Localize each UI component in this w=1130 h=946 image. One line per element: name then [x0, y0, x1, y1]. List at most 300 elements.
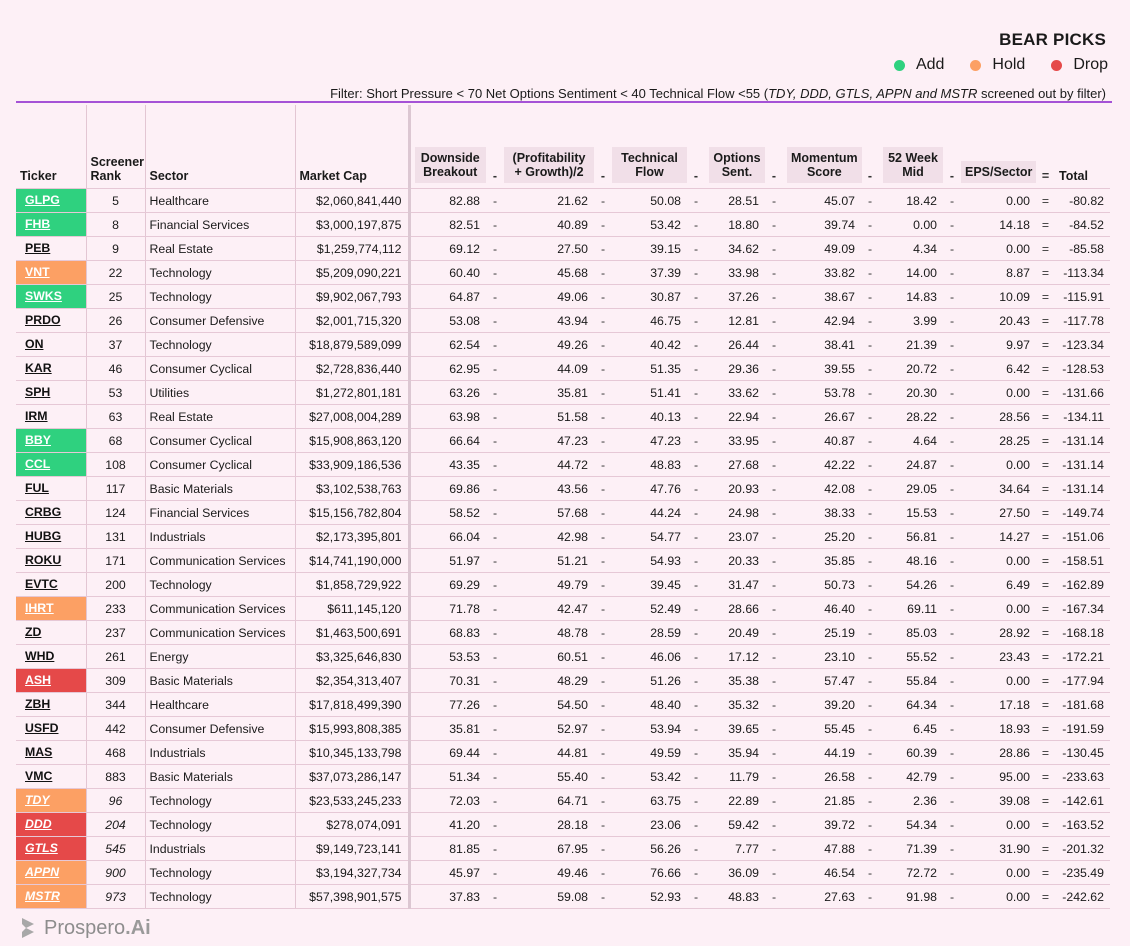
- table-row[interactable]: [16, 741, 1110, 765]
- metric-options: 39.65: [705, 717, 765, 741]
- op-minus: -: [765, 669, 783, 693]
- op-minus: -: [943, 285, 961, 309]
- col-header-profitability[interactable]: [504, 105, 594, 189]
- op-minus: -: [861, 693, 879, 717]
- table-row[interactable]: [16, 333, 1110, 357]
- op-minus: -: [861, 861, 879, 885]
- op-minus: -: [687, 717, 705, 741]
- col-header-momentum-label: Momentum Score: [787, 147, 862, 183]
- ticker-cell[interactable]: [16, 189, 86, 213]
- table-row[interactable]: [16, 429, 1110, 453]
- sector: Healthcare: [145, 693, 295, 717]
- ticker-cell[interactable]: [16, 645, 86, 669]
- ticker-cell[interactable]: [16, 501, 86, 525]
- metric-eps: 0.00: [961, 669, 1036, 693]
- metric-tech: 54.77: [612, 525, 687, 549]
- op-minus: -: [687, 105, 705, 189]
- op-minus: -: [594, 309, 612, 333]
- screener-rank: 68: [86, 429, 145, 453]
- metric-eps: 28.92: [961, 621, 1036, 645]
- metric-options: 20.49: [705, 621, 765, 645]
- total-score: -163.52: [1055, 813, 1110, 837]
- legend-item-add: [894, 56, 944, 74]
- ticker-link[interactable]: ROKU: [25, 553, 62, 567]
- ticker-link[interactable]: CRBG: [25, 505, 62, 519]
- metric-options: 48.83: [705, 885, 765, 909]
- ticker-link[interactable]: KAR: [25, 361, 52, 375]
- ticker-cell[interactable]: [16, 813, 86, 837]
- op-minus: -: [765, 837, 783, 861]
- op-equals: =: [1036, 597, 1055, 621]
- op-minus: -: [594, 837, 612, 861]
- metric-downside: 69.44: [409, 741, 486, 765]
- sector: Technology: [145, 789, 295, 813]
- op-minus: -: [765, 501, 783, 525]
- metric-eps: 23.43: [961, 645, 1036, 669]
- op-minus: -: [486, 333, 504, 357]
- metric-eps: 10.09: [961, 285, 1036, 309]
- metric-options: 23.07: [705, 525, 765, 549]
- metric-profit: 44.81: [504, 741, 594, 765]
- ticker-link[interactable]: FHB: [16, 213, 86, 236]
- metric-downside: 53.08: [409, 309, 486, 333]
- metric-momentum: 53.78: [783, 381, 861, 405]
- op-equals: =: [1036, 717, 1055, 741]
- ticker-link[interactable]: SPH: [25, 385, 51, 399]
- col-header-eps-label: EPS/Sector: [961, 161, 1036, 183]
- op-minus: -: [943, 189, 961, 213]
- metric-downside: 53.53: [409, 645, 486, 669]
- col-header-downside-label: Downside Breakout: [415, 147, 487, 183]
- metric-week52: 56.81: [879, 525, 943, 549]
- filter-suffix: screened out by filter): [977, 86, 1106, 101]
- op-minus: -: [594, 405, 612, 429]
- metric-profit: 28.18: [504, 813, 594, 837]
- ticker-link[interactable]: ZD: [25, 625, 42, 639]
- op-minus: -: [943, 837, 961, 861]
- filter-prefix: Filter: Short Pressure < 70 Net Options Sentiment < 40 Technical Flow <55 (: [330, 86, 769, 101]
- table-row[interactable]: [16, 837, 1110, 861]
- table-row[interactable]: [16, 549, 1110, 573]
- metric-eps: 95.00: [961, 765, 1036, 789]
- ticker-cell[interactable]: [16, 429, 86, 453]
- metric-downside: 63.98: [409, 405, 486, 429]
- op-minus: -: [486, 573, 504, 597]
- metric-eps: 6.49: [961, 573, 1036, 597]
- op-minus: -: [765, 885, 783, 909]
- metric-week52: 6.45: [879, 717, 943, 741]
- op-minus: -: [765, 597, 783, 621]
- ticker-cell[interactable]: [16, 573, 86, 597]
- op-minus: -: [943, 105, 961, 189]
- market-cap: $611,145,120: [295, 597, 409, 621]
- table-row[interactable]: [16, 477, 1110, 501]
- op-minus: -: [594, 645, 612, 669]
- metric-profit: 44.09: [504, 357, 594, 381]
- op-minus: -: [687, 621, 705, 645]
- market-cap: $57,398,901,575: [295, 885, 409, 909]
- ticker-link[interactable]: PRDO: [25, 313, 61, 327]
- metric-options: 20.33: [705, 549, 765, 573]
- ticker-cell[interactable]: [16, 885, 86, 909]
- metric-week52: 71.39: [879, 837, 943, 861]
- op-minus: -: [861, 309, 879, 333]
- ticker-link[interactable]: ON: [25, 337, 44, 351]
- screener-rank: 200: [86, 573, 145, 597]
- table-row[interactable]: [16, 381, 1110, 405]
- total-score: -131.14: [1055, 477, 1110, 501]
- op-minus: -: [943, 645, 961, 669]
- op-minus: -: [765, 765, 783, 789]
- market-cap: $23,533,245,233: [295, 789, 409, 813]
- metric-tech: 51.26: [612, 669, 687, 693]
- col-header-technical-flow[interactable]: [612, 105, 687, 189]
- table-row[interactable]: [16, 813, 1110, 837]
- col-header-options[interactable]: [705, 105, 765, 189]
- sector: Healthcare: [145, 189, 295, 213]
- market-cap: $9,149,723,141: [295, 837, 409, 861]
- col-header-rank[interactable]: Screener Rank: [86, 105, 145, 189]
- ticker-cell[interactable]: [16, 717, 86, 741]
- op-minus: -: [861, 381, 879, 405]
- metric-downside: 70.31: [409, 669, 486, 693]
- metric-week52: 4.34: [879, 237, 943, 261]
- ticker-cell[interactable]: [16, 405, 86, 429]
- prospero-logo-icon: [20, 916, 38, 940]
- metric-tech: 39.45: [612, 573, 687, 597]
- ticker-link[interactable]: VNT: [16, 261, 86, 284]
- col-header-total[interactable]: Total: [1055, 105, 1110, 189]
- ticker-cell[interactable]: [16, 837, 86, 861]
- metric-momentum: 46.40: [783, 597, 861, 621]
- metric-eps: 0.00: [961, 813, 1036, 837]
- op-minus: -: [687, 741, 705, 765]
- op-minus: -: [594, 597, 612, 621]
- ticker-cell[interactable]: [16, 669, 86, 693]
- table-row[interactable]: [16, 645, 1110, 669]
- table-row[interactable]: [16, 189, 1110, 213]
- metric-momentum: 50.73: [783, 573, 861, 597]
- metric-options: 26.44: [705, 333, 765, 357]
- metric-profit: 42.47: [504, 597, 594, 621]
- ticker-cell[interactable]: [16, 357, 86, 381]
- metric-options: 18.80: [705, 213, 765, 237]
- metric-options: 37.26: [705, 285, 765, 309]
- table-row[interactable]: [16, 309, 1110, 333]
- op-minus: -: [594, 213, 612, 237]
- metric-tech: 48.83: [612, 453, 687, 477]
- total-score: -162.89: [1055, 573, 1110, 597]
- op-minus: -: [486, 525, 504, 549]
- ticker-cell[interactable]: [16, 621, 86, 645]
- table-row[interactable]: [16, 357, 1110, 381]
- op-minus: -: [687, 837, 705, 861]
- op-minus: -: [943, 357, 961, 381]
- op-minus: -: [486, 381, 504, 405]
- ticker-cell[interactable]: [16, 693, 86, 717]
- ticker-link[interactable]: ASH: [16, 669, 86, 692]
- total-score: -158.51: [1055, 549, 1110, 573]
- hold-dot-icon: [970, 60, 981, 71]
- metric-momentum: 25.20: [783, 525, 861, 549]
- screener-rank: 9: [86, 237, 145, 261]
- metric-eps: 0.00: [961, 597, 1036, 621]
- op-minus: -: [687, 213, 705, 237]
- table-row[interactable]: [16, 453, 1110, 477]
- op-minus: -: [687, 189, 705, 213]
- op-minus: -: [943, 741, 961, 765]
- screener-rank: 309: [86, 669, 145, 693]
- op-minus: -: [687, 645, 705, 669]
- metric-tech: 51.35: [612, 357, 687, 381]
- table-row[interactable]: [16, 405, 1110, 429]
- ticker-cell[interactable]: [16, 309, 86, 333]
- ticker-link[interactable]: VMC: [25, 769, 53, 783]
- table-row[interactable]: [16, 285, 1110, 309]
- ticker-cell[interactable]: [16, 381, 86, 405]
- table-body: [16, 189, 1110, 909]
- sector: Consumer Cyclical: [145, 453, 295, 477]
- col-header-ticker[interactable]: Ticker: [16, 105, 86, 189]
- ticker-link[interactable]: FUL: [25, 481, 49, 495]
- table-row[interactable]: [16, 525, 1110, 549]
- ticker-link[interactable]: MSTR: [16, 885, 86, 908]
- ticker-link[interactable]: PEB: [25, 241, 51, 255]
- op-minus: -: [943, 333, 961, 357]
- metric-week52: 29.05: [879, 477, 943, 501]
- metric-momentum: 39.55: [783, 357, 861, 381]
- metric-momentum: 23.10: [783, 645, 861, 669]
- ticker-link[interactable]: WHD: [25, 649, 55, 663]
- sector: Financial Services: [145, 213, 295, 237]
- op-minus: -: [687, 309, 705, 333]
- op-minus: -: [486, 309, 504, 333]
- sector: Communication Services: [145, 621, 295, 645]
- ticker-link[interactable]: TDY: [16, 789, 86, 812]
- ticker-cell[interactable]: [16, 453, 86, 477]
- metric-eps: 0.00: [961, 381, 1036, 405]
- ticker-link[interactable]: EVTC: [25, 577, 58, 591]
- total-score: -117.78: [1055, 309, 1110, 333]
- brand-name-text: Prospero: [44, 916, 126, 939]
- ticker-cell[interactable]: [16, 789, 86, 813]
- total-score: -128.53: [1055, 357, 1110, 381]
- col-header-momentum[interactable]: [783, 105, 861, 189]
- op-equals: =: [1036, 621, 1055, 645]
- op-equals: =: [1036, 381, 1055, 405]
- metric-downside: 63.26: [409, 381, 486, 405]
- metric-tech: 49.59: [612, 741, 687, 765]
- col-header-sector[interactable]: Sector: [145, 105, 295, 189]
- op-minus: -: [486, 885, 504, 909]
- op-minus: -: [943, 549, 961, 573]
- metric-options: 22.89: [705, 789, 765, 813]
- op-minus: -: [687, 429, 705, 453]
- screener-rank: 5: [86, 189, 145, 213]
- table-row[interactable]: [16, 573, 1110, 597]
- op-minus: -: [943, 597, 961, 621]
- op-equals: =: [1036, 669, 1055, 693]
- table-row[interactable]: [16, 693, 1110, 717]
- op-minus: -: [765, 285, 783, 309]
- col-header-market-cap[interactable]: Market Cap: [295, 105, 409, 189]
- ticker-cell[interactable]: [16, 861, 86, 885]
- ticker-link[interactable]: GTLS: [16, 837, 86, 860]
- metric-tech: 53.94: [612, 717, 687, 741]
- screener-rank: 37: [86, 333, 145, 357]
- ticker-cell[interactable]: [16, 333, 86, 357]
- legend: [894, 56, 1108, 74]
- metric-momentum: 42.08: [783, 477, 861, 501]
- total-score: -235.49: [1055, 861, 1110, 885]
- table-row[interactable]: [16, 597, 1110, 621]
- ticker-link[interactable]: HUBG: [25, 529, 62, 543]
- metric-options: 31.47: [705, 573, 765, 597]
- op-minus: -: [687, 333, 705, 357]
- brand-suffix: .Ai: [125, 916, 151, 939]
- table-row[interactable]: [16, 237, 1110, 261]
- table-row[interactable]: [16, 765, 1110, 789]
- ticker-link[interactable]: DDD: [16, 813, 86, 836]
- ticker-cell[interactable]: [16, 765, 86, 789]
- op-minus: -: [861, 501, 879, 525]
- op-minus: -: [861, 789, 879, 813]
- op-minus: -: [861, 333, 879, 357]
- ticker-link[interactable]: CCL: [16, 453, 86, 476]
- metric-eps: 0.00: [961, 453, 1036, 477]
- metric-week52: 14.00: [879, 261, 943, 285]
- op-minus: -: [594, 525, 612, 549]
- col-header-52week[interactable]: [879, 105, 943, 189]
- op-minus: -: [687, 669, 705, 693]
- ticker-link[interactable]: GLPG: [16, 189, 86, 212]
- metric-week52: 18.42: [879, 189, 943, 213]
- table-row[interactable]: [16, 501, 1110, 525]
- op-minus: -: [687, 525, 705, 549]
- market-cap: $37,073,286,147: [295, 765, 409, 789]
- ticker-link[interactable]: IHRT: [16, 597, 86, 620]
- col-header-eps[interactable]: [961, 105, 1036, 189]
- add-dot-icon: [894, 60, 905, 71]
- sector: Consumer Defensive: [145, 309, 295, 333]
- sector: Technology: [145, 285, 295, 309]
- op-minus: -: [765, 717, 783, 741]
- metric-momentum: 40.87: [783, 429, 861, 453]
- ticker-cell[interactable]: [16, 549, 86, 573]
- op-minus: -: [486, 597, 504, 621]
- header-divider: [16, 101, 1112, 103]
- ticker-link[interactable]: APPN: [16, 861, 86, 884]
- col-header-52week-label: 52 Week Mid: [883, 147, 943, 183]
- market-cap: $10,345,133,798: [295, 741, 409, 765]
- op-equals: =: [1036, 837, 1055, 861]
- metric-downside: 62.54: [409, 333, 486, 357]
- metric-options: 22.94: [705, 405, 765, 429]
- screener-rank: 344: [86, 693, 145, 717]
- metric-eps: 34.64: [961, 477, 1036, 501]
- ticker-link[interactable]: USFD: [25, 721, 59, 735]
- ticker-link[interactable]: BBY: [16, 429, 86, 452]
- op-equals: =: [1036, 645, 1055, 669]
- op-minus: -: [687, 261, 705, 285]
- op-minus: -: [594, 261, 612, 285]
- metric-momentum: 21.85: [783, 789, 861, 813]
- ticker-cell[interactable]: [16, 237, 86, 261]
- op-minus: -: [943, 405, 961, 429]
- op-minus: -: [765, 237, 783, 261]
- market-cap: $1,858,729,922: [295, 573, 409, 597]
- op-minus: -: [861, 741, 879, 765]
- op-minus: -: [687, 381, 705, 405]
- ticker-cell[interactable]: [16, 261, 86, 285]
- total-score: -172.21: [1055, 645, 1110, 669]
- metric-options: 33.62: [705, 381, 765, 405]
- metric-profit: 57.68: [504, 501, 594, 525]
- table-row[interactable]: [16, 669, 1110, 693]
- ticker-cell[interactable]: [16, 525, 86, 549]
- op-minus: -: [861, 597, 879, 621]
- table-row[interactable]: [16, 213, 1110, 237]
- metric-profit: 21.62: [504, 189, 594, 213]
- metric-eps: 0.00: [961, 237, 1036, 261]
- op-minus: -: [594, 477, 612, 501]
- ticker-link[interactable]: SWKS: [16, 285, 86, 308]
- op-minus: -: [486, 765, 504, 789]
- ticker-cell[interactable]: [16, 477, 86, 501]
- total-score: -84.52: [1055, 213, 1110, 237]
- screener-rank: 204: [86, 813, 145, 837]
- metric-tech: 46.75: [612, 309, 687, 333]
- metric-tech: 53.42: [612, 765, 687, 789]
- total-score: -134.11: [1055, 405, 1110, 429]
- op-minus: -: [765, 861, 783, 885]
- op-minus: -: [687, 453, 705, 477]
- table-row[interactable]: [16, 621, 1110, 645]
- table-row[interactable]: [16, 789, 1110, 813]
- ticker-cell[interactable]: [16, 285, 86, 309]
- metric-tech: 52.93: [612, 885, 687, 909]
- op-minus: -: [861, 549, 879, 573]
- op-minus: -: [594, 429, 612, 453]
- metric-week52: 28.22: [879, 405, 943, 429]
- table-row[interactable]: [16, 261, 1110, 285]
- metric-tech: 53.42: [612, 213, 687, 237]
- market-cap: $15,908,863,120: [295, 429, 409, 453]
- metric-eps: 27.50: [961, 501, 1036, 525]
- table-row[interactable]: [16, 861, 1110, 885]
- metric-options: 27.68: [705, 453, 765, 477]
- sector: Basic Materials: [145, 477, 295, 501]
- metric-options: 35.38: [705, 669, 765, 693]
- op-minus: -: [861, 261, 879, 285]
- metric-eps: 0.00: [961, 189, 1036, 213]
- ticker-cell[interactable]: [16, 213, 86, 237]
- ticker-link[interactable]: IRM: [25, 409, 48, 423]
- metric-week52: 54.26: [879, 573, 943, 597]
- metric-week52: 0.00: [879, 213, 943, 237]
- table-row[interactable]: [16, 717, 1110, 741]
- metric-options: 17.12: [705, 645, 765, 669]
- screener-rank: 108: [86, 453, 145, 477]
- ticker-cell[interactable]: [16, 741, 86, 765]
- ticker-cell[interactable]: [16, 597, 86, 621]
- col-header-downside[interactable]: [409, 105, 486, 189]
- ticker-link[interactable]: MAS: [25, 745, 53, 759]
- ticker-link[interactable]: ZBH: [25, 697, 51, 711]
- table-row[interactable]: [16, 885, 1110, 909]
- total-score: -130.45: [1055, 741, 1110, 765]
- op-minus: -: [486, 621, 504, 645]
